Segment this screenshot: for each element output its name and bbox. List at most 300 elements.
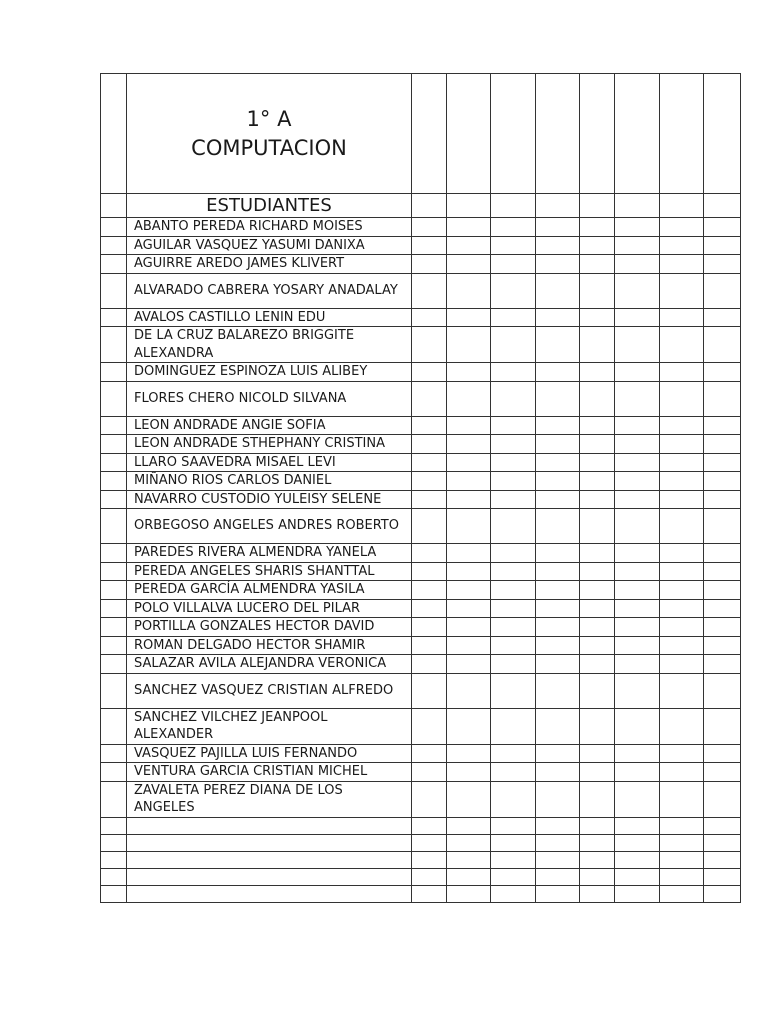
blank-cell bbox=[412, 308, 447, 327]
blank-cell bbox=[615, 194, 660, 218]
index-cell bbox=[101, 708, 127, 744]
empty-row bbox=[101, 851, 741, 868]
blank-cell bbox=[491, 599, 536, 618]
blank-cell bbox=[447, 472, 491, 491]
student-row bbox=[101, 453, 741, 472]
blank-cell bbox=[615, 581, 660, 600]
blank-cell bbox=[447, 581, 491, 600]
index-cell bbox=[101, 509, 127, 544]
blank-cell bbox=[660, 763, 704, 782]
index-cell bbox=[101, 655, 127, 674]
blank-cell bbox=[447, 416, 491, 435]
student-name: LEON ANDRADE ANGIE SOFIA bbox=[127, 416, 412, 435]
blank-cell bbox=[580, 74, 615, 194]
blank-cell bbox=[412, 453, 447, 472]
blank-cell bbox=[704, 618, 741, 637]
blank-cell bbox=[704, 708, 741, 744]
blank-cell bbox=[447, 363, 491, 382]
blank-cell bbox=[491, 435, 536, 454]
student-row bbox=[101, 416, 741, 435]
blank-cell bbox=[704, 581, 741, 600]
blank-cell bbox=[704, 885, 741, 902]
student-row bbox=[101, 636, 741, 655]
index-cell bbox=[101, 673, 127, 708]
blank-cell bbox=[660, 509, 704, 544]
blank-cell bbox=[660, 599, 704, 618]
blank-cell bbox=[491, 618, 536, 637]
blank-cell bbox=[412, 544, 447, 563]
blank-cell bbox=[447, 218, 491, 237]
blank-cell bbox=[660, 194, 704, 218]
blank-cell bbox=[660, 236, 704, 255]
blank-cell bbox=[447, 308, 491, 327]
index-cell bbox=[101, 763, 127, 782]
blank-cell bbox=[704, 655, 741, 674]
blank-cell bbox=[536, 673, 580, 708]
student-row bbox=[101, 673, 741, 708]
blank-cell bbox=[615, 744, 660, 763]
blank-cell bbox=[660, 744, 704, 763]
blank-cell bbox=[615, 327, 660, 363]
blank-cell bbox=[447, 885, 491, 902]
student-row bbox=[101, 363, 741, 382]
blank-cell bbox=[536, 435, 580, 454]
blank-cell bbox=[447, 544, 491, 563]
index-cell bbox=[101, 851, 127, 868]
student-row bbox=[101, 562, 741, 581]
blank-cell bbox=[660, 218, 704, 237]
blank-cell bbox=[412, 618, 447, 637]
blank-cell bbox=[447, 851, 491, 868]
empty-row bbox=[101, 834, 741, 851]
student-name: PEREDA GARCÍA ALMENDRA YASILA bbox=[127, 581, 412, 600]
blank-cell bbox=[491, 273, 536, 308]
blank-cell bbox=[536, 381, 580, 416]
blank-cell bbox=[491, 636, 536, 655]
blank-cell bbox=[615, 416, 660, 435]
blank-cell bbox=[580, 851, 615, 868]
blank-cell bbox=[412, 763, 447, 782]
index-cell bbox=[101, 218, 127, 237]
blank-cell bbox=[447, 763, 491, 782]
blank-cell bbox=[412, 236, 447, 255]
student-name: DE LA CRUZ BALAREZO BRIGGITE ALEXANDRA bbox=[127, 327, 412, 363]
blank-cell bbox=[580, 308, 615, 327]
index-cell bbox=[101, 885, 127, 902]
blank-cell bbox=[615, 655, 660, 674]
student-row bbox=[101, 308, 741, 327]
blank-cell bbox=[580, 817, 615, 834]
blank-cell bbox=[704, 817, 741, 834]
blank-cell bbox=[615, 435, 660, 454]
blank-cell bbox=[491, 255, 536, 274]
blank-cell bbox=[412, 851, 447, 868]
student-row bbox=[101, 599, 741, 618]
blank-cell bbox=[704, 834, 741, 851]
blank-cell bbox=[615, 599, 660, 618]
student-name: PORTILLA GONZALES HECTOR DAVID bbox=[127, 618, 412, 637]
blank-cell bbox=[536, 453, 580, 472]
student-row bbox=[101, 763, 741, 782]
blank-cell bbox=[536, 817, 580, 834]
blank-cell bbox=[580, 834, 615, 851]
blank-cell bbox=[491, 885, 536, 902]
index-cell bbox=[101, 581, 127, 600]
blank-cell bbox=[412, 490, 447, 509]
student-row bbox=[101, 255, 741, 274]
blank-cell bbox=[447, 255, 491, 274]
student-name: AGUILAR VASQUEZ YASUMI DANIXA bbox=[127, 236, 412, 255]
blank-cell bbox=[447, 636, 491, 655]
blank-cell bbox=[447, 868, 491, 885]
title-cell bbox=[127, 74, 412, 194]
blank-cell bbox=[704, 472, 741, 491]
empty-row bbox=[101, 885, 741, 902]
blank-cell bbox=[704, 381, 741, 416]
student-name: ORBEGOSO ANGELES ANDRES ROBERTO bbox=[127, 509, 412, 544]
blank-cell bbox=[491, 490, 536, 509]
blank-cell bbox=[615, 273, 660, 308]
blank-cell bbox=[536, 581, 580, 600]
blank-cell bbox=[491, 74, 536, 194]
blank-cell bbox=[447, 618, 491, 637]
blank-cell bbox=[447, 381, 491, 416]
student-row bbox=[101, 655, 741, 674]
blank-cell bbox=[536, 868, 580, 885]
blank-cell bbox=[491, 834, 536, 851]
blank-cell bbox=[580, 509, 615, 544]
blank-cell bbox=[704, 868, 741, 885]
blank-cell bbox=[412, 744, 447, 763]
blank-cell bbox=[580, 327, 615, 363]
blank-cell bbox=[491, 544, 536, 563]
blank-cell bbox=[615, 490, 660, 509]
blank-cell bbox=[704, 673, 741, 708]
student-row bbox=[101, 781, 741, 817]
blank-cell bbox=[704, 308, 741, 327]
blank-cell bbox=[536, 851, 580, 868]
blank-cell bbox=[660, 544, 704, 563]
blank-cell bbox=[615, 673, 660, 708]
blank-cell bbox=[447, 74, 491, 194]
blank-cell bbox=[412, 655, 447, 674]
blank-cell bbox=[536, 781, 580, 817]
blank-cell bbox=[491, 509, 536, 544]
blank-cell bbox=[412, 363, 447, 382]
student-name: SANCHEZ VASQUEZ CRISTIAN ALFREDO bbox=[127, 673, 412, 708]
blank-cell bbox=[615, 236, 660, 255]
blank-cell bbox=[615, 708, 660, 744]
blank-cell bbox=[412, 255, 447, 274]
blank-cell bbox=[536, 885, 580, 902]
blank-cell bbox=[412, 74, 447, 194]
index-cell bbox=[101, 490, 127, 509]
student-name: VASQUEZ PAJILLA LUIS FERNANDO bbox=[127, 744, 412, 763]
blank-cell bbox=[491, 655, 536, 674]
blank-cell bbox=[615, 509, 660, 544]
blank-cell bbox=[491, 472, 536, 491]
blank-cell bbox=[536, 194, 580, 218]
blank-cell bbox=[447, 834, 491, 851]
blank-cell bbox=[704, 194, 741, 218]
blank-cell bbox=[491, 194, 536, 218]
blank-cell bbox=[412, 273, 447, 308]
blank-cell bbox=[491, 817, 536, 834]
blank-cell bbox=[660, 851, 704, 868]
student-name: NAVARRO CUSTODIO YULEISY SELENE bbox=[127, 490, 412, 509]
blank-cell bbox=[536, 416, 580, 435]
index-cell bbox=[101, 255, 127, 274]
blank-cell bbox=[447, 453, 491, 472]
blank-cell bbox=[580, 673, 615, 708]
blank-cell bbox=[580, 194, 615, 218]
blank-cell bbox=[447, 673, 491, 708]
blank-cell bbox=[536, 236, 580, 255]
blank-cell bbox=[580, 416, 615, 435]
attendance-grid bbox=[100, 73, 741, 903]
blank-cell bbox=[580, 218, 615, 237]
blank-cell bbox=[660, 817, 704, 834]
blank-cell bbox=[447, 655, 491, 674]
index-cell bbox=[101, 308, 127, 327]
blank-cell bbox=[491, 381, 536, 416]
blank-cell bbox=[491, 453, 536, 472]
blank-cell bbox=[580, 618, 615, 637]
blank-cell bbox=[491, 708, 536, 744]
blank-cell bbox=[447, 817, 491, 834]
index-cell bbox=[101, 273, 127, 308]
grade-label: 1° A bbox=[246, 106, 292, 131]
student-name: MIÑANO RIOS CARLOS DANIEL bbox=[127, 472, 412, 491]
index-cell bbox=[101, 381, 127, 416]
student-name: POLO VILLALVA LUCERO DEL PILAR bbox=[127, 599, 412, 618]
blank-cell bbox=[660, 618, 704, 637]
blank-cell bbox=[536, 273, 580, 308]
student-row bbox=[101, 708, 741, 744]
blank-cell bbox=[491, 218, 536, 237]
blank-cell bbox=[580, 885, 615, 902]
blank-cell bbox=[660, 327, 704, 363]
blank-cell bbox=[660, 363, 704, 382]
student-name: SANCHEZ VILCHEZ JEANPOOL ALEXANDER bbox=[127, 708, 412, 744]
student-name: ROMAN DELGADO HECTOR SHAMIR bbox=[127, 636, 412, 655]
blank-cell bbox=[704, 453, 741, 472]
blank-cell bbox=[491, 581, 536, 600]
index-cell bbox=[101, 817, 127, 834]
student-name: DOMINGUEZ ESPINOZA LUIS ALIBEY bbox=[127, 363, 412, 382]
index-cell bbox=[101, 236, 127, 255]
blank-cell bbox=[660, 273, 704, 308]
student-name: ABANTO PEREDA RICHARD MOISES bbox=[127, 218, 412, 237]
blank-cell bbox=[412, 636, 447, 655]
blank-cell bbox=[491, 308, 536, 327]
blank-cell bbox=[660, 490, 704, 509]
blank-cell bbox=[704, 509, 741, 544]
index-cell bbox=[101, 435, 127, 454]
blank-cell bbox=[412, 817, 447, 834]
blank-cell bbox=[580, 453, 615, 472]
blank-cell bbox=[704, 544, 741, 563]
blank-cell bbox=[660, 74, 704, 194]
student-name: AVALOS CASTILLO LENIN EDU bbox=[127, 308, 412, 327]
blank-cell bbox=[491, 781, 536, 817]
blank-name-cell bbox=[127, 834, 412, 851]
blank-cell bbox=[491, 744, 536, 763]
blank-cell bbox=[615, 74, 660, 194]
blank-cell bbox=[536, 509, 580, 544]
blank-cell bbox=[536, 544, 580, 563]
blank-cell bbox=[660, 416, 704, 435]
blank-cell bbox=[615, 472, 660, 491]
blank-cell bbox=[412, 562, 447, 581]
blank-cell bbox=[536, 708, 580, 744]
blank-cell bbox=[580, 581, 615, 600]
blank-cell bbox=[615, 308, 660, 327]
student-name: LEON ANDRADE STHEPHANY CRISTINA bbox=[127, 435, 412, 454]
student-row bbox=[101, 618, 741, 637]
blank-cell bbox=[660, 381, 704, 416]
student-row bbox=[101, 236, 741, 255]
blank-cell bbox=[615, 381, 660, 416]
student-name: LLARO SAAVEDRA MISAEL LEVI bbox=[127, 453, 412, 472]
student-row bbox=[101, 744, 741, 763]
blank-cell bbox=[704, 255, 741, 274]
blank-cell bbox=[580, 868, 615, 885]
blank-cell bbox=[660, 708, 704, 744]
blank-cell bbox=[536, 599, 580, 618]
blank-cell bbox=[447, 435, 491, 454]
student-name: PEREDA ANGELES SHARIS SHANTTAL bbox=[127, 562, 412, 581]
blank-cell bbox=[580, 255, 615, 274]
blank-cell bbox=[447, 599, 491, 618]
blank-cell bbox=[580, 381, 615, 416]
index-cell bbox=[101, 453, 127, 472]
student-name: VENTURA GARCIA CRISTIAN MICHEL bbox=[127, 763, 412, 782]
blank-cell bbox=[615, 868, 660, 885]
blank-cell bbox=[704, 363, 741, 382]
index-cell bbox=[101, 416, 127, 435]
blank-cell bbox=[536, 562, 580, 581]
blank-cell bbox=[536, 490, 580, 509]
blank-cell bbox=[660, 255, 704, 274]
blank-cell bbox=[580, 744, 615, 763]
blank-cell bbox=[580, 708, 615, 744]
blank-cell bbox=[704, 562, 741, 581]
students-heading: ESTUDIANTES bbox=[127, 194, 412, 218]
blank-cell bbox=[704, 636, 741, 655]
blank-cell bbox=[412, 673, 447, 708]
student-row bbox=[101, 435, 741, 454]
blank-cell bbox=[615, 544, 660, 563]
blank-cell bbox=[536, 472, 580, 491]
blank-cell bbox=[704, 74, 741, 194]
blank-cell bbox=[704, 435, 741, 454]
student-name: ALVARADO CABRERA YOSARY ANADALAY bbox=[127, 273, 412, 308]
blank-name-cell bbox=[127, 885, 412, 902]
index-cell bbox=[101, 544, 127, 563]
blank-cell bbox=[615, 636, 660, 655]
blank-cell bbox=[491, 673, 536, 708]
blank-cell bbox=[580, 273, 615, 308]
blank-cell bbox=[412, 868, 447, 885]
blank-cell bbox=[615, 763, 660, 782]
title-row bbox=[101, 74, 741, 194]
empty-row bbox=[101, 817, 741, 834]
blank-cell bbox=[412, 834, 447, 851]
blank-cell bbox=[615, 363, 660, 382]
index-cell bbox=[101, 327, 127, 363]
blank-cell bbox=[447, 194, 491, 218]
student-name: FLORES CHERO NICOLD SILVANA bbox=[127, 381, 412, 416]
blank-cell bbox=[536, 363, 580, 382]
blank-cell bbox=[447, 781, 491, 817]
blank-cell bbox=[491, 236, 536, 255]
blank-cell bbox=[660, 472, 704, 491]
blank-cell bbox=[580, 236, 615, 255]
blank-cell bbox=[447, 327, 491, 363]
student-name: PAREDES RIVERA ALMENDRA YANELA bbox=[127, 544, 412, 563]
blank-cell bbox=[704, 236, 741, 255]
student-row bbox=[101, 472, 741, 491]
blank-cell bbox=[580, 781, 615, 817]
blank-cell bbox=[660, 581, 704, 600]
blank-cell bbox=[491, 363, 536, 382]
blank-cell bbox=[660, 673, 704, 708]
blank-cell bbox=[536, 763, 580, 782]
blank-cell bbox=[580, 472, 615, 491]
blank-cell bbox=[615, 885, 660, 902]
blank-cell bbox=[412, 472, 447, 491]
blank-cell bbox=[412, 194, 447, 218]
course-title: COMPUTACION bbox=[191, 135, 347, 160]
student-name: AGUIRRE AREDO JAMES KLIVERT bbox=[127, 255, 412, 274]
blank-cell bbox=[491, 562, 536, 581]
attendance-grid-body bbox=[101, 74, 741, 903]
blank-cell bbox=[536, 834, 580, 851]
blank-cell bbox=[412, 509, 447, 544]
blank-cell bbox=[536, 308, 580, 327]
blank-cell bbox=[580, 562, 615, 581]
blank-cell bbox=[615, 851, 660, 868]
blank-cell bbox=[660, 453, 704, 472]
heading-row bbox=[101, 194, 741, 218]
blank-cell bbox=[660, 868, 704, 885]
blank-cell bbox=[412, 327, 447, 363]
blank-cell bbox=[660, 636, 704, 655]
empty-row bbox=[101, 868, 741, 885]
student-name: ZAVALETA PEREZ DIANA DE LOS ANGELES bbox=[127, 781, 412, 817]
blank-cell bbox=[447, 509, 491, 544]
blank-cell bbox=[615, 834, 660, 851]
blank-cell bbox=[704, 273, 741, 308]
student-row bbox=[101, 509, 741, 544]
blank-cell bbox=[660, 655, 704, 674]
blank-name-cell bbox=[127, 868, 412, 885]
blank-cell bbox=[580, 763, 615, 782]
blank-cell bbox=[412, 435, 447, 454]
blank-cell bbox=[615, 618, 660, 637]
blank-cell bbox=[580, 599, 615, 618]
blank-cell bbox=[704, 490, 741, 509]
blank-cell bbox=[412, 218, 447, 237]
blank-cell bbox=[412, 781, 447, 817]
blank-cell bbox=[412, 581, 447, 600]
blank-cell bbox=[536, 255, 580, 274]
blank-cell bbox=[447, 708, 491, 744]
blank-cell bbox=[536, 655, 580, 674]
student-row bbox=[101, 544, 741, 563]
blank-cell bbox=[704, 763, 741, 782]
